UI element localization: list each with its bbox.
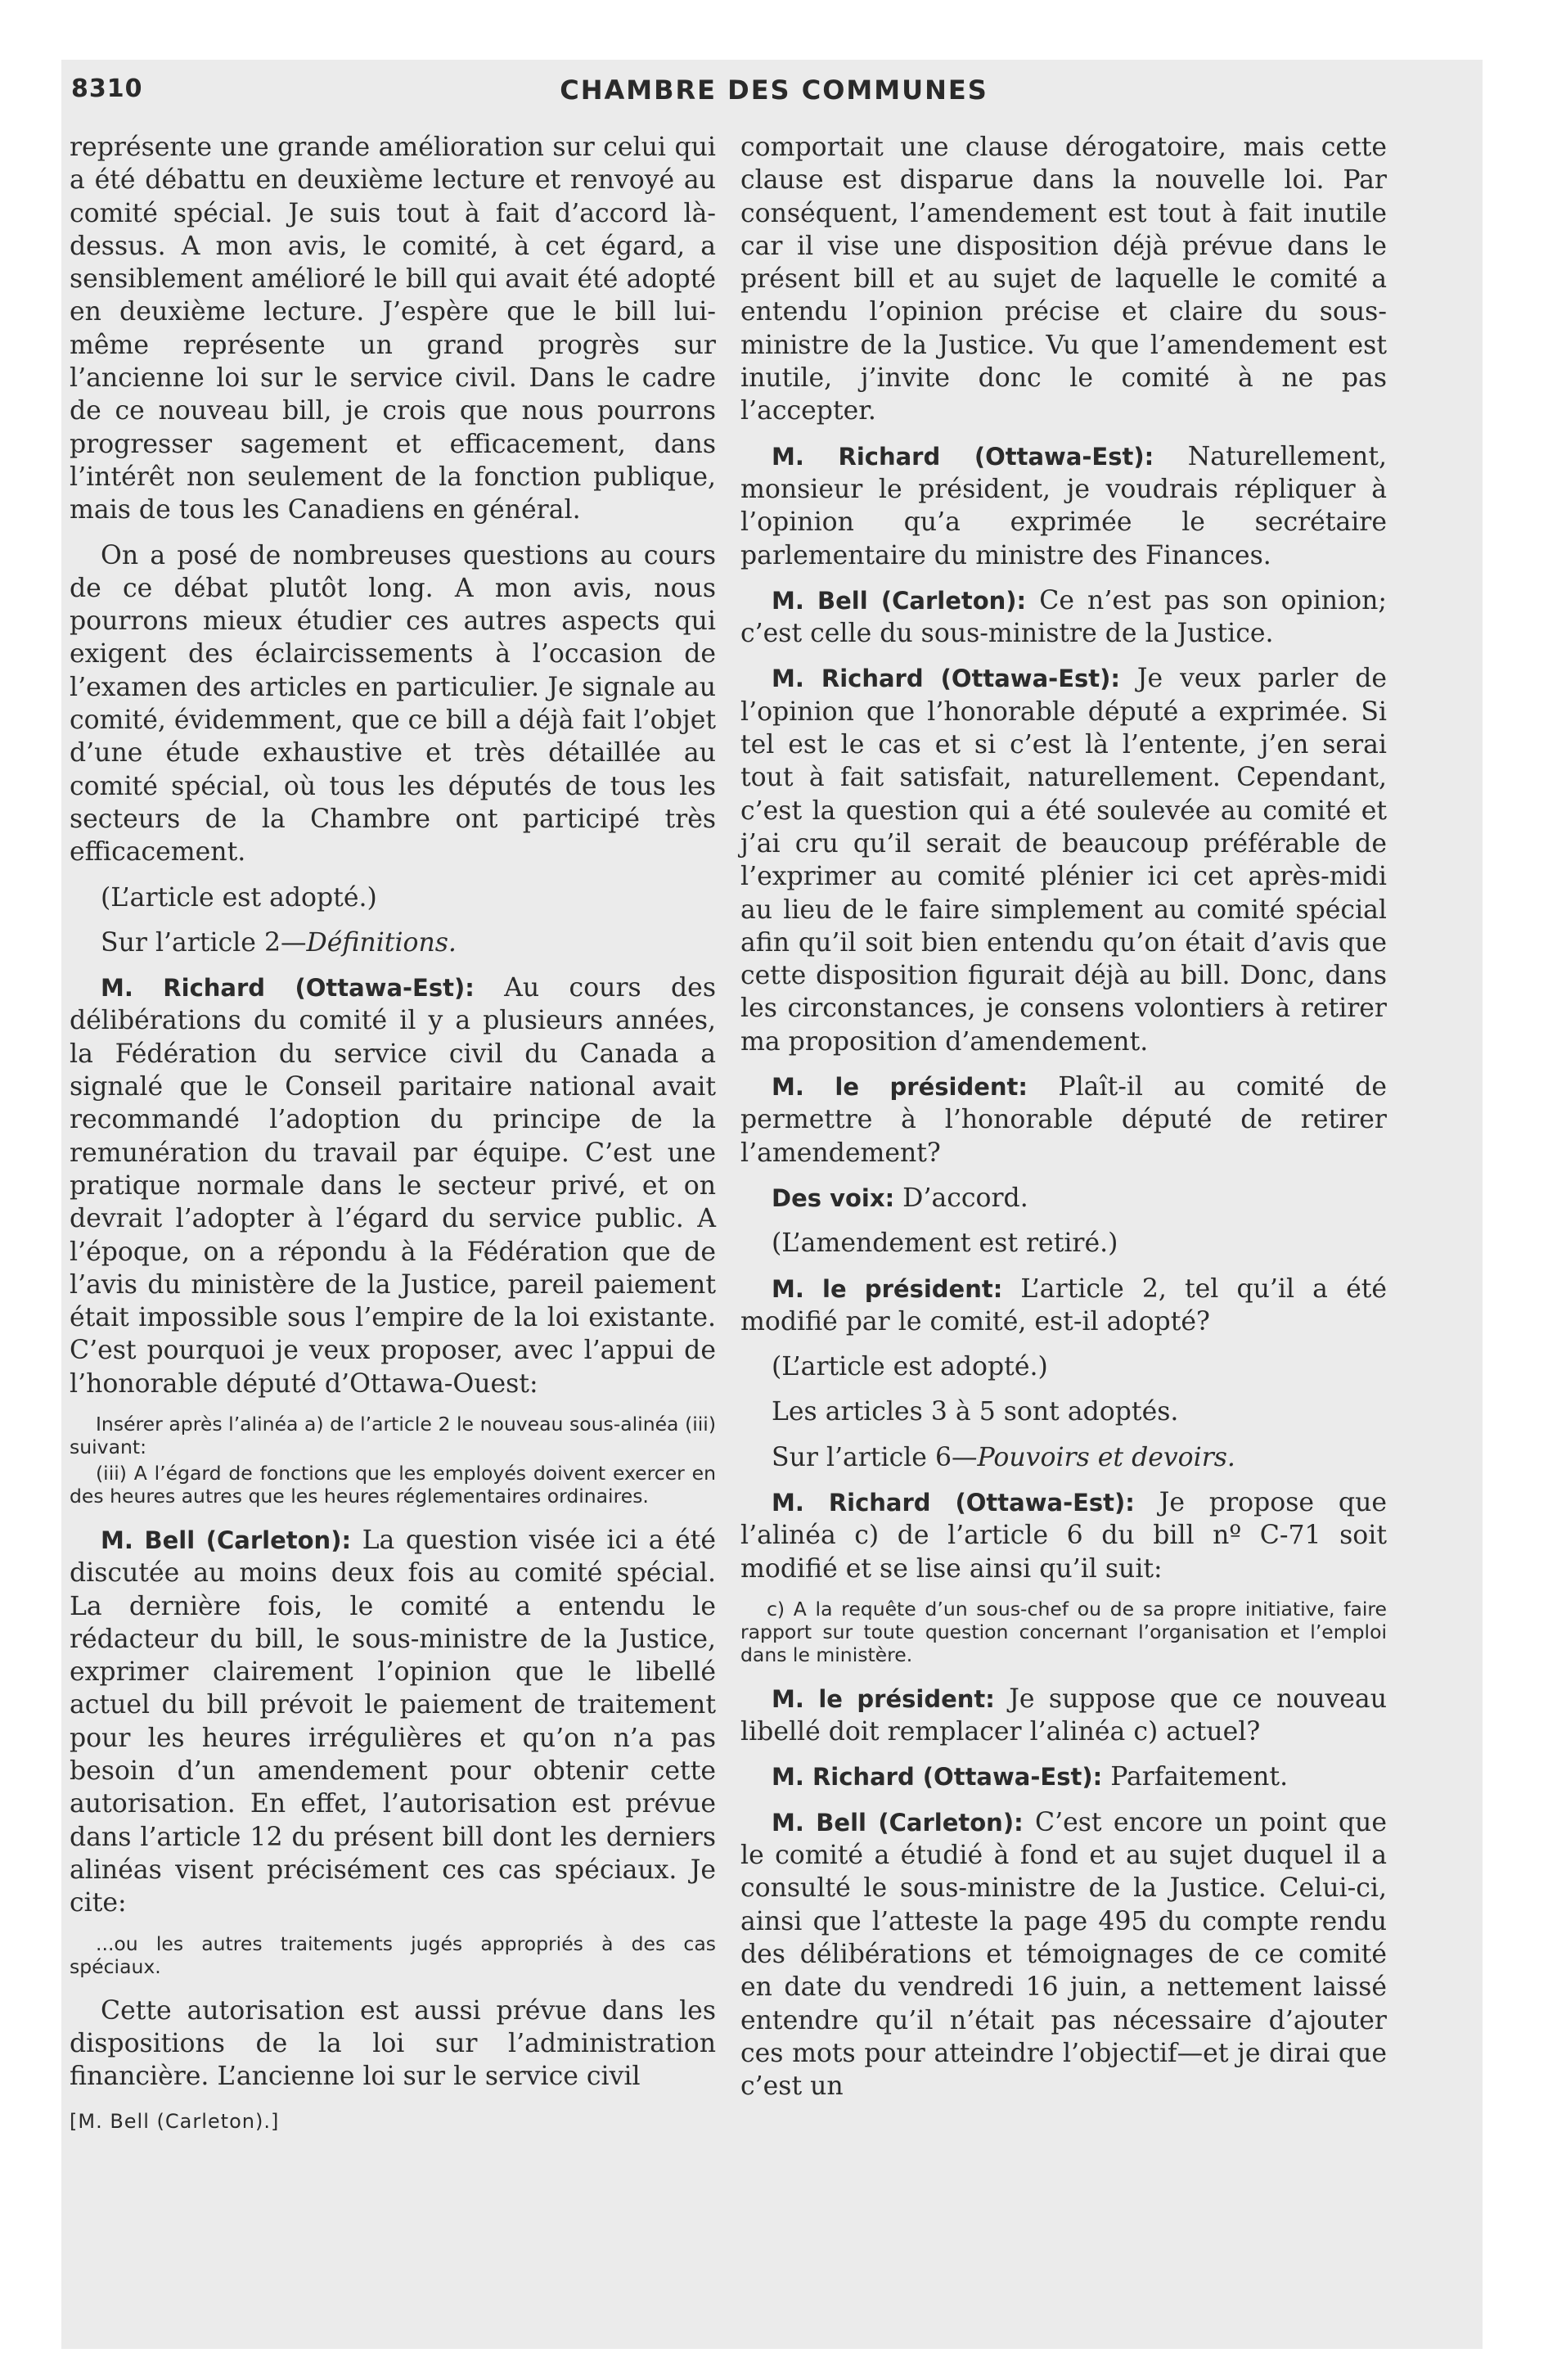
paragraph: représente une grande amélioration sur celui qui a été débattu en deuxième lecture et renvoyé au comité spécial. Je suis tout à fait d’accord là-dessus. A mon avis, le comité, à cet égard, a sensiblement amélioré le bill qui avait été adopté en deuxième lecture. J’espère que le bill lui-même représente un grand progrès sur l’ancienne loi sur le service civil. Dans le cadre de ce nouveau bill, je crois que nous pourrons progresser sagement et efficacement, dans l’intérêt non seulement de la fonction publique, mais de tous les Canadiens en général. xyxy=(70,133,716,525)
speech xyxy=(740,1071,1387,1170)
speech xyxy=(740,1683,1387,1749)
speaker-name: M. Richard (Ottawa-Est): xyxy=(772,665,1120,693)
speech xyxy=(70,971,716,1400)
speaker-name: M. Bell (Carleton): xyxy=(772,586,1027,615)
section-heading xyxy=(740,1441,1387,1474)
speech-text: C’est encore un point que le comité a étudié à fond et au sujet duquel il a consulté le sous-ministre de la Justice. Celui-ci, ainsi que l’atteste la page 495 du compte rendu des délibérations et témoignages de ce comité en date du vendredi 16 juin, a nettement laissé entendre qu’il n’était pas nécessaire d’ajouter ces mots pour atteindre l’objectif—et je dirai que c’est un xyxy=(740,1807,1387,2102)
quotation: ...ou les autres traitements jugés appropriés à des cas spéciaux. xyxy=(70,1931,716,1978)
speaker-name: M. le président: xyxy=(772,1274,1003,1303)
speech xyxy=(740,440,1387,572)
speech-text: Parfaitement. xyxy=(1102,1762,1289,1792)
speech-text: Je propose que l’alinéa c) de l’article 6 du bill nº C-71 soit modifié et se lise ainsi qu’il suit: xyxy=(740,1487,1387,1584)
speaker-name: M. Richard (Ottawa-Est): xyxy=(101,974,475,1003)
section-heading xyxy=(70,926,716,959)
speech xyxy=(740,1806,1387,2103)
speaker-name: M. Bell (Carleton): xyxy=(772,1808,1024,1837)
section-heading-title: Pouvoirs et devoirs. xyxy=(977,1442,1235,1472)
speech xyxy=(70,1524,716,1920)
speech-text: L’article 2, tel qu’il a été modifié par le comité, est-il adopté? xyxy=(740,1273,1388,1336)
procedural-note: (L’amendement est retiré.) xyxy=(772,1228,1118,1259)
page-number: 8310 xyxy=(71,74,143,103)
speech-text: D’accord. xyxy=(894,1183,1028,1213)
paragraph: On a posé de nombreuses questions au cours de ce débat plutôt long. A mon avis, nous pourrons mieux étudier ces autres aspects qui exigent des éclaircissements à l’occasion de l’examen des articles en particulier. Je signale au comité, évidemment, que ce bill a déjà fait l’objet d’une étude exhaustive et très détaillée au comité spécial, où tous les députés de tous les secteurs de la Chambre ont participé très efficacement. xyxy=(70,540,716,868)
section-heading-prefix: Sur l’article 6— xyxy=(772,1442,978,1472)
left-column xyxy=(70,131,716,2139)
speaker-name: M. Richard (Ottawa-Est): xyxy=(772,1488,1135,1517)
speech-text: Je veux parler de l’opinion que l’honorable député a exprimée. Si tel est le cas et si c’est là l’entente, j’en serai tout à fait satisfait, naturellement. Cependant, c’est la question qui a été soulevée au comité et j’ai cru qu’il serait de beaucoup préférable de l’exprimer au comité plénier ici cet après-midi au lieu de le faire simplement au comité spécial afin qu’il soit bien entendu qu’on était d’avis que cette disposition figurait déjà au bill. Donc, dans les circonstances, je consens volontiers à retirer ma proposition d’amendement. xyxy=(740,664,1387,1057)
speaker-name: M. Bell (Carleton): xyxy=(101,1526,352,1554)
paragraph: Cette autorisation est aussi prévue dans les dispositions de la loi sur l’administration financière. L’ancienne loi sur le service civil xyxy=(70,1995,716,2092)
procedural-note: (L’article est adopté.) xyxy=(101,882,377,913)
speech xyxy=(740,584,1387,651)
speaker-name: M. le président: xyxy=(772,1684,995,1713)
speech-text: La question visée ici a été discutée au moins deux fois au comité spécial. La dernière fois, le comité a entendu le rédacteur du bill, le sous-ministre de la Justice, exprimer clairement l’opinion que le libellé actuel du bill prévoit le paiement de traitement pour les heures irrégulières et qu’on n’a pas besoin d’un amendement pour obtenir cette autorisation. En effet, l’autorisation est prévue dans l’article 12 du présent bill dont les derniers alinéas visent précisément ces cas spéciaux. Je cite: xyxy=(70,1525,716,1918)
right-column xyxy=(740,131,1387,2115)
procedural-note: (L’article est adopté.) xyxy=(772,1352,1048,1382)
speech-text: Plaît-il au comité de permettre à l’honorable député de retirer l’amendement? xyxy=(740,1072,1388,1168)
running-title: CHAMBRE DES COMMUNES xyxy=(560,74,988,106)
speech-text: Ce n’est pas son opinion; c’est celle du sous-ministre de la Justice. xyxy=(740,585,1387,649)
speech-text: Naturellement, monsieur le président, je voudrais répliquer à l’opinion qu’a exprimée le secrétaire parlementaire du ministre des Finances. xyxy=(740,441,1387,570)
speaker-name: Des voix: xyxy=(772,1183,895,1212)
speaker-name: M. le président: xyxy=(772,1073,1028,1102)
quoted-amendment: c) A la requête d’un sous-chef ou de sa propre initiative, faire rapport sur toute question concernant l’organisation et l’emploi dans le ministère. xyxy=(740,1597,1387,1666)
speech-text: Au cours des délibérations du comité il y a plusieurs années, la Fédération du service civil du Canada a signalé que le Conseil paritaire national avait recommandé l’adoption du principe de la remunération du travail par équipe. C’est une pratique normale dans le secteur privé, et on devrait l’adopter à l’égard du service public. A l’époque, on a répondu à la Fédération que de l’avis du ministère de la Justice, pareil paiement était impossible sous l’empire de la loi existante. C’est pourquoi je veux proposer, avec l’appui de l’honorable député d’Ottawa-Ouest: xyxy=(70,973,716,1399)
speaker-name: M. Richard (Ottawa-Est): xyxy=(772,1763,1103,1792)
quoted-amendment: Insérer après l’alinéa a) de l’article 2 le nouveau sous-alinéa (iii) suivant: xyxy=(70,1412,716,1458)
speech xyxy=(740,662,1387,1058)
paragraph: comportait une clause dérogatoire, mais cette clause est disparue dans la nouvelle loi. Par conséquent, l’amendement est tout à fait inutile car il vise une disposition déjà prévue dans le présent bill et au sujet de laquelle le comité a entendu l’opinion précise et claire du sous-ministre de la Justice. Vu que l’amendement est inutile, j’invite donc le comité à ne pas l’accepter. xyxy=(740,133,1387,426)
section-heading-title: Définitions. xyxy=(306,927,457,958)
procedural-note: Les articles 3 à 5 sont adoptés. xyxy=(772,1397,1179,1427)
quoted-subclause: (iii) A l’égard de fonctions que les employés doivent exercer en des heures autres que les heures réglementaires ordinaires. xyxy=(70,1461,716,1508)
section-heading-prefix: Sur l’article 2— xyxy=(101,927,307,958)
speaker-name: M. Richard (Ottawa-Est): xyxy=(772,442,1154,471)
speech xyxy=(740,1273,1387,1339)
speech-text: Je suppose que ce nouveau libellé doit remplacer l’alinéa c) actuel? xyxy=(740,1684,1388,1747)
speech xyxy=(740,1486,1387,1585)
speech xyxy=(740,1760,1387,1793)
speaker-footer: [M. Bell (Carleton).] xyxy=(70,2110,280,2134)
speech xyxy=(740,1182,1387,1215)
